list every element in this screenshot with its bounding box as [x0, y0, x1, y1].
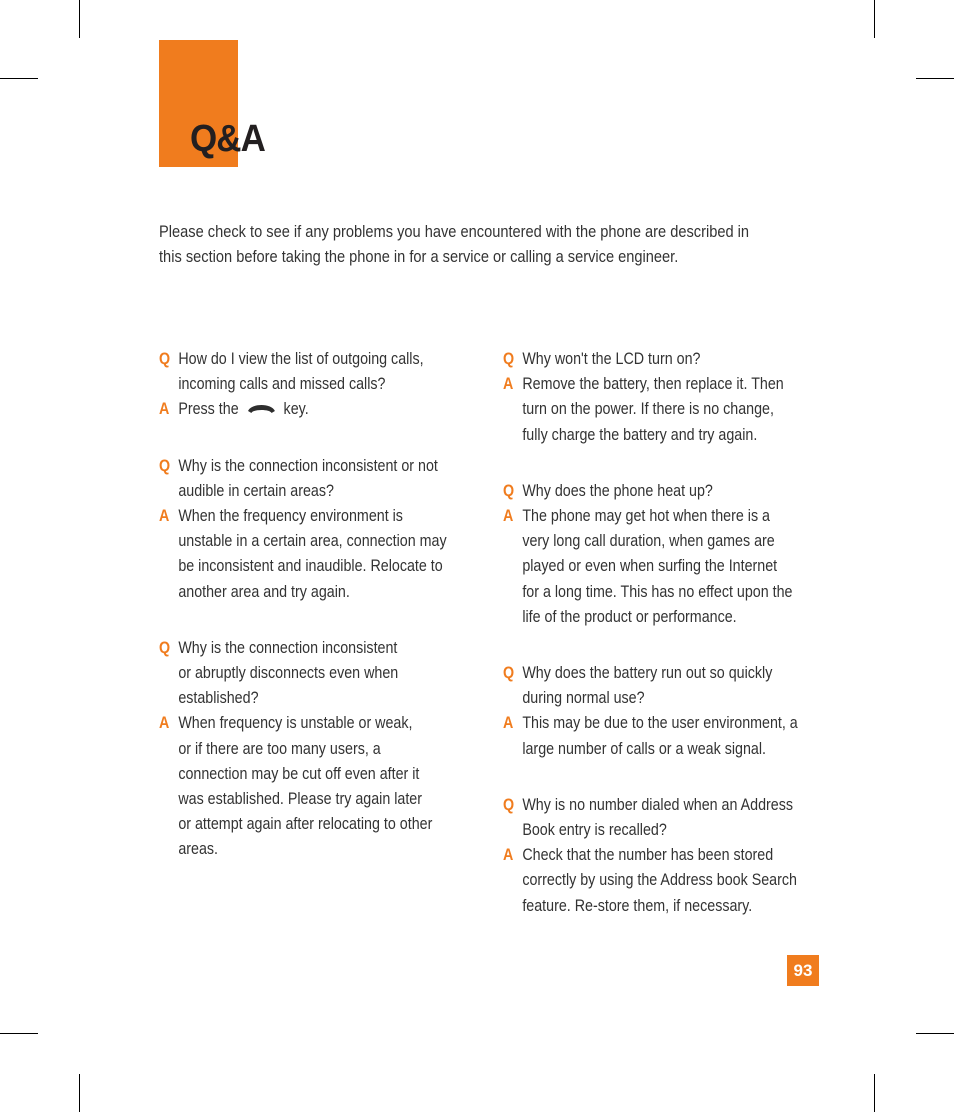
crop-mark	[79, 1074, 80, 1112]
page-title: Q&A	[190, 118, 265, 160]
page-number: 93	[787, 955, 819, 986]
answer-text: key.	[283, 399, 309, 419]
answer-line: areas.	[178, 839, 219, 859]
question-line: Why is the connection inconsistent	[178, 637, 398, 657]
crop-mark	[0, 1033, 38, 1034]
question-line: or abruptly disconnects even when	[178, 663, 399, 683]
answer	[159, 396, 478, 421]
qa-item	[503, 792, 822, 918]
question	[159, 635, 478, 711]
answer-line: very long call duration, when games are	[522, 531, 775, 551]
qa-item	[503, 660, 822, 761]
answer-line: another area and try again.	[178, 581, 350, 601]
crop-mark	[916, 78, 954, 79]
a-marker: A	[503, 713, 514, 733]
question-line: Why does the phone heat up?	[522, 480, 713, 500]
a-marker: A	[159, 713, 170, 733]
intro-paragraph: Please check to see if any problems you have encountered with the phone are described in this section before taking the phone in for a service or calling a service engineer.	[159, 222, 750, 266]
qa-item	[159, 453, 478, 604]
answer-line: The phone may get hot when there is a	[522, 506, 771, 526]
question	[503, 478, 822, 503]
q-marker: Q	[159, 455, 171, 475]
qa-item	[159, 635, 478, 862]
crop-mark	[0, 78, 38, 79]
right-column	[503, 346, 883, 949]
q-marker: Q	[159, 349, 171, 368]
question	[503, 792, 822, 842]
answer	[159, 503, 478, 604]
answer-line: turn on the power. If there is no change,	[522, 399, 774, 419]
question	[159, 453, 478, 503]
a-marker: A	[503, 374, 514, 394]
qa-item	[503, 346, 822, 447]
crop-mark	[874, 1074, 875, 1112]
answer-line: This may be due to the user environment, a	[522, 713, 798, 733]
q-marker: Q	[159, 637, 171, 657]
question-line: Why won't the LCD turn on?	[522, 349, 701, 368]
answer-line: or attempt again after relocating to other	[178, 814, 433, 834]
question-line: incoming calls and missed calls?	[178, 374, 386, 394]
q-marker: Q	[503, 349, 515, 368]
answer-line: When frequency is unstable or weak,	[178, 713, 413, 733]
question-line: Book entry is recalled?	[522, 820, 667, 840]
answer-line: correctly by using the Address book Search	[522, 870, 797, 890]
answer-line: fully charge the battery and try again.	[522, 424, 758, 444]
answer	[159, 710, 478, 861]
answer	[503, 710, 822, 760]
answer-line: was established. Please try again later	[178, 789, 423, 809]
answer-line: When the frequency environment is	[178, 506, 403, 526]
a-marker: A	[159, 399, 170, 419]
question	[503, 660, 822, 710]
answer-line: be inconsistent and inaudible. Relocate to	[178, 556, 443, 576]
question-line: established?	[178, 688, 259, 708]
qa-item	[503, 478, 822, 629]
question-line: Why is no number dialed when an Address	[522, 794, 794, 814]
question-line: during normal use?	[522, 688, 645, 708]
left-column	[159, 346, 539, 893]
a-marker: A	[503, 506, 514, 526]
q-marker: Q	[503, 794, 515, 814]
answer-line: life of the product or performance.	[522, 606, 737, 626]
answer-text: Press the	[178, 399, 239, 419]
q-marker: Q	[503, 663, 515, 683]
answer-line: unstable in a certain area, connection may	[178, 531, 447, 551]
answer-line: connection may be cut off even after it	[178, 763, 420, 783]
answer-line: Remove the battery, then replace it. Then	[522, 374, 784, 394]
answer	[503, 503, 822, 629]
crop-mark	[874, 0, 875, 38]
question-line: audible in certain areas?	[178, 480, 334, 500]
question	[159, 346, 478, 396]
a-marker: A	[159, 506, 170, 526]
question-line: Why does the battery run out so quickly	[522, 663, 773, 683]
answer-line: or if there are too many users, a	[178, 738, 381, 758]
question	[503, 346, 822, 371]
answer-line: played or even when surfing the Internet	[522, 556, 778, 576]
crop-mark	[916, 1033, 954, 1034]
end-call-key-icon	[246, 401, 276, 415]
question-line: How do I view the list of outgoing calls,	[178, 349, 424, 368]
crop-mark	[79, 0, 80, 38]
q-marker: Q	[503, 480, 515, 500]
answer	[503, 842, 822, 918]
answer-line: for a long time. This has no effect upon the	[522, 581, 793, 601]
qa-item	[159, 346, 478, 422]
answer-line: large number of calls or a weak signal.	[522, 738, 766, 758]
a-marker: A	[503, 845, 514, 865]
answer-line: Check that the number has been stored	[522, 845, 774, 865]
question-line: Why is the connection inconsistent or not	[178, 455, 438, 475]
answer-line: feature. Re-store them, if necessary.	[522, 895, 753, 915]
answer	[503, 371, 822, 447]
